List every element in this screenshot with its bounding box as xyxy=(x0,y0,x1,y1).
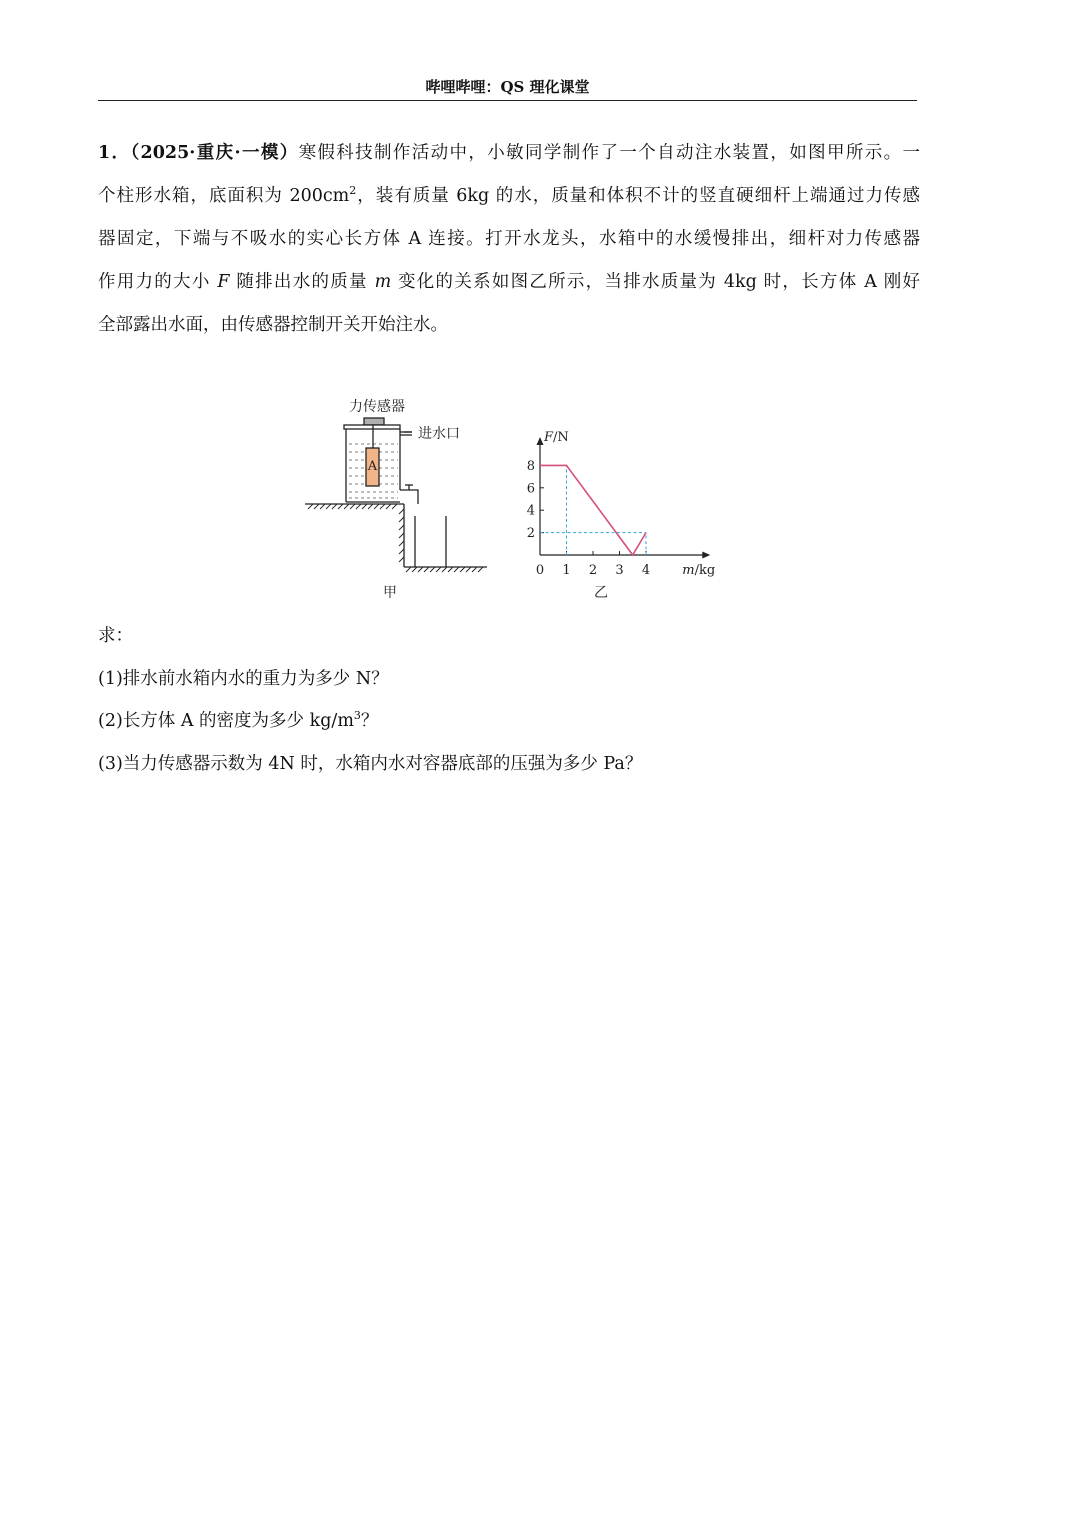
y-tick-label: 4 xyxy=(526,503,535,519)
header-divider xyxy=(98,100,917,101)
area-unit-superscript: 2 xyxy=(349,184,357,197)
x-tick-label: 2 xyxy=(588,563,598,578)
cliff-hatching xyxy=(399,509,404,562)
y-tick-label: 6 xyxy=(526,481,535,497)
x-tick-label: 1 xyxy=(562,563,571,578)
force-mass-graph xyxy=(527,430,716,601)
question-text-1: 寒假科技制作活动中，小敏同学制作了一个自动注水装置，如图甲所示。一 xyxy=(298,143,920,163)
sub-question-2-end: ？ xyxy=(360,711,379,731)
density-unit-superscript: 3 xyxy=(353,709,361,722)
ledge-hatching xyxy=(308,504,397,509)
x-tick-label: 3 xyxy=(615,563,624,578)
question-source: （2025·重庆·一模） xyxy=(130,143,299,163)
y-axis-label-symbol: F xyxy=(544,430,554,445)
x-axis-label-unit: /kg xyxy=(694,563,716,578)
y-axis-arrow xyxy=(537,437,544,445)
caption-jia: 甲 xyxy=(383,585,397,601)
question-1 xyxy=(98,132,920,347)
question-line-3: 器固定，下端与不吸水的实心长方体 A 连接。打开水龙头，水箱中的水缓慢排出，细杆对力传感器 xyxy=(98,229,920,249)
question-number: 1． xyxy=(98,143,131,163)
x-axis-label-symbol: m xyxy=(682,563,695,578)
figure xyxy=(300,392,720,607)
y-axis-label xyxy=(543,430,569,445)
x-tick-label: 4 xyxy=(641,563,651,578)
page-header: 哔哩哔哩：QS 理化课堂 xyxy=(425,78,590,96)
sub-question-2-text: (2)长方体 A 的密度为多少 kg/m xyxy=(98,711,354,731)
symbol-F: F xyxy=(217,272,230,292)
force-sensor xyxy=(364,418,384,425)
sub-question-1: (1)排水前水箱内水的重力为多少 N？ xyxy=(98,669,389,689)
lower-ground-hatching xyxy=(406,567,483,572)
apparatus-diagram xyxy=(305,398,487,601)
question-line-5: 全部露出水面，由传感器控制开关开始注水。 xyxy=(98,315,448,335)
question-line-4 xyxy=(98,261,920,304)
question-text-4b: 随排出水的质量 xyxy=(229,272,375,292)
question-line-1 xyxy=(98,132,920,175)
x-tick-label: 0 xyxy=(535,563,545,578)
sensor-label: 力传感器 xyxy=(349,399,405,415)
caption-yi: 乙 xyxy=(593,585,608,601)
sub-question-2 xyxy=(98,707,378,732)
sub-question-3: (3)当力传感器示数为 4N 时，水箱内水对容器底部的压强为多少 Pa？ xyxy=(98,754,643,774)
series-line-F xyxy=(540,465,646,555)
ask-intro: 求： xyxy=(98,626,133,646)
x-axis-arrow xyxy=(702,552,710,559)
y-tick-label: 8 xyxy=(526,458,535,474)
question-text-4c: 变化的关系如图乙所示，当排水质量为 4kg 时，长方体 A 刚好 xyxy=(391,272,921,292)
x-axis-label xyxy=(682,563,715,578)
block-a-label: A xyxy=(367,459,378,474)
symbol-m: m xyxy=(374,272,392,292)
question-text-2a: 个柱形水箱，底面积为 200cm xyxy=(98,186,350,206)
y-axis-label-unit: /N xyxy=(553,430,569,445)
question-line-2 xyxy=(98,175,920,218)
question-text-4a: 作用力的大小 xyxy=(98,272,218,292)
question-text-2b: ，装有质量 6kg 的水，质量和体积不计的竖直硬细杆上端通过力传感 xyxy=(356,186,920,206)
tank-lid xyxy=(344,425,400,429)
y-tick-label: 2 xyxy=(526,526,535,542)
inlet-label: 进水口 xyxy=(418,426,460,442)
faucet xyxy=(400,490,418,504)
